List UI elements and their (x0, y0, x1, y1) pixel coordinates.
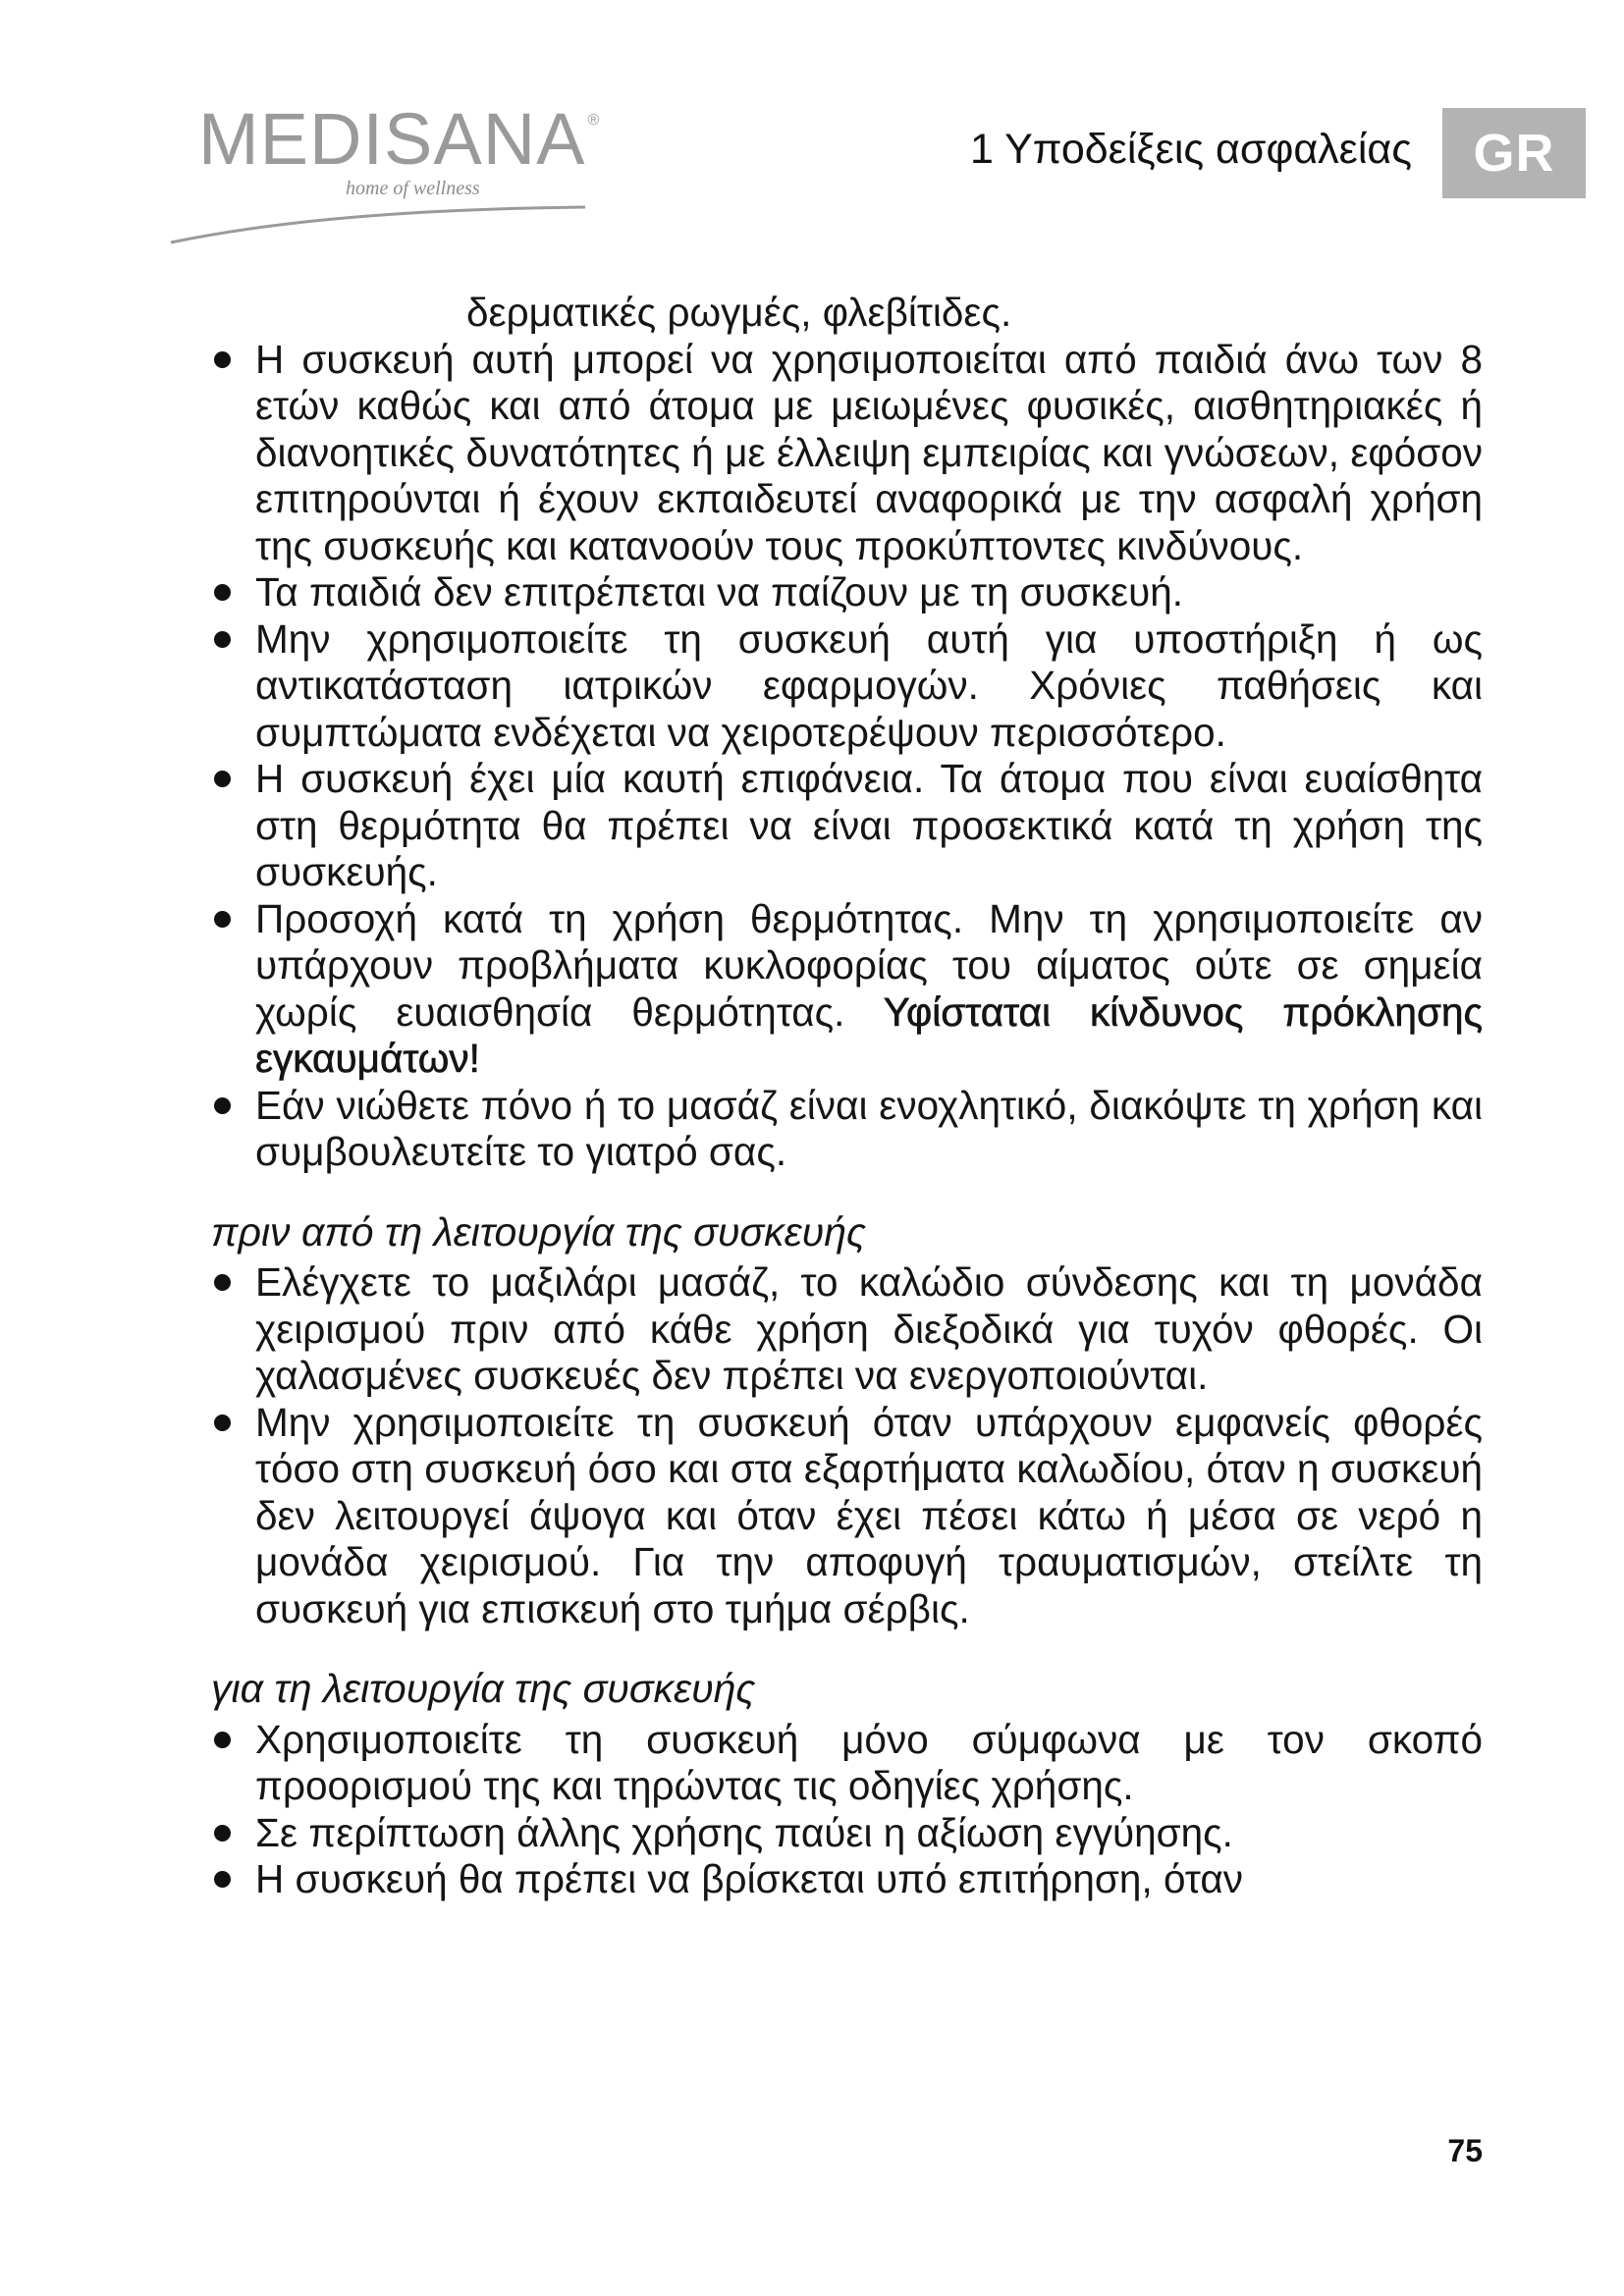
medisana-logo (167, 98, 601, 250)
list-item: Η συσκευή θα πρέπει να βρίσκεται υπό επιτήρηση, όταν (211, 1856, 1483, 1903)
heat-warning-text: Προσοχή κατά τη χρήση θερμότητας. Μην τη χρησιμοποιείτε αν υπάρχουν προβλήματα κυκλοφορίας του αίματος ούτε σε σημεία χωρίς ευαισθησία θερμότητας. (255, 895, 1483, 1035)
section-heading-before-use: πριν από τη λειτουργία της συσκευής (211, 1208, 866, 1255)
page-content (211, 290, 1483, 1903)
logo-wordmark: MEDISANA ® (198, 98, 601, 180)
logo-tagline: home of wellness (346, 178, 480, 199)
section-heading-during-use: για τη λειτουργία της συσκευής (211, 1666, 756, 1711)
list-item: Η συσκευή έχει μία καυτή επιφάνεια. Τα άτομα που είναι ευαίσθητα στη θερμότητα θα πρέπει να είναι προσεκτικά κατά τη χρήση της συσκευής. (211, 756, 1483, 896)
list-item: Ελέγχετε το μαξιλάρι μασάζ, το καλώδιο σύνδεσης και τη μονάδα χειρισμού πριν από κάθε χρήση διεξοδικά για τυχόν φθορές. Οι χαλασμένες συσκευές δεν πρέπει να ενεργοποιούνται. (211, 1259, 1483, 1400)
during-use-list (211, 1717, 1483, 1903)
logo-swoosh-icon (167, 197, 589, 256)
list-item: Χρησιμοποιείτε τη συσκευή μόνο σύμφωνα με τον σκοπό προορισμού της και τηρώντας τις οδηγίες χρήσης. (211, 1717, 1483, 1810)
chapter-title: 1 Υποδείξεις ασφαλείας (970, 126, 1412, 173)
list-item: Μην χρησιμοποιείτε τη συσκευή όταν υπάρχουν εμφανείς φθορές τόσο στη συσκευή όσο και στα εξαρτήματα καλωδίου, όταν η συσκευή δεν λειτουργεί άψογα και όταν έχει πέσει κάτω ή μέσα σε νερό η μονάδα χειρισμού. Για την αποφυγή τραυματισμών, στείλτε τη συσκευή για επισκευή στο τμήμα σέρβις. (211, 1400, 1483, 1633)
list-item: Τα παιδιά δεν επιτρέπεται να παίζουν με τη συσκευή. (211, 569, 1483, 616)
list-item-heat-warning (211, 896, 1483, 1083)
list-item: Εάν νιώθετε πόνο ή το μασάζ είναι ενοχλητικό, διακόψτε τη χρήση και συμβουλευτείτε το γιατρό σας. (211, 1083, 1483, 1176)
burn-risk-warning: Υφίσταται κίνδυνος πρόκλησης εγκαυμάτων! (255, 988, 1483, 1081)
language-badge: GR (1442, 108, 1586, 198)
before-use-list (211, 1259, 1483, 1632)
list-item: Η συσκευή αυτή μπορεί να χρησιμοποιείται από παιδιά άνω των 8 ετών καθώς και από άτομα με μειωμένες φυσικές, αισθητηριακές ή διανοητικές δυνατότητες ή με έλλειψη εμπειρίας και γνώσεων, εφόσον επιτηρούνται ή έχουν εκπαιδευτεί αναφορικά με την ασφαλή χρήση της συσκευής και κατανοούν τους προκύπτοντες κινδύνους. (211, 337, 1483, 570)
continuation-line: δερματικές ρωγμές, φλεβίτιδες. (466, 290, 1012, 335)
page-number: 75 (1447, 2133, 1483, 2168)
list-item: Μην χρησιμοποιείτε τη συσκευή αυτή για υποστήριξη ή ως αντικατάσταση ιατρικών εφαρμογών. Χρόνιες παθήσεις και συμπτώματα ενδέχεται να χειροτερέψουν περισσότερο. (211, 616, 1483, 757)
list-item: Σε περίπτωση άλλης χρήσης παύει η αξίωση εγγύησης. (211, 1810, 1483, 1857)
registered-mark: ® (587, 112, 601, 129)
safety-list (211, 337, 1483, 1176)
